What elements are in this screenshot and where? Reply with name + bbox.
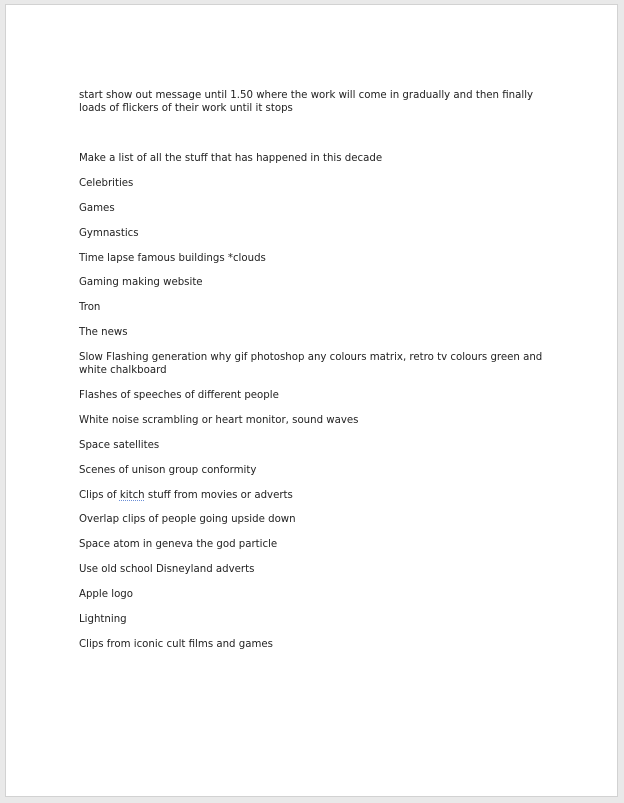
list-item: Lightning: [79, 614, 127, 626]
document-page[interactable]: [5, 4, 618, 797]
list-item: Clips from iconic cult films and games: [79, 638, 273, 650]
list-item-kitch: [79, 489, 549, 502]
list-item: The news: [79, 327, 128, 339]
list-item: Space satellites: [79, 439, 160, 451]
list-item: Scenes of unison group conformity: [79, 464, 257, 476]
list-item: Apple logo: [79, 589, 134, 601]
kitch-before-text: Clips of: [79, 489, 120, 501]
list-item: Games: [79, 202, 115, 214]
list-heading: Make a list of all the stuff that has happened in this decade: [79, 153, 383, 164]
list-item: White noise scrambling or heart monitor, sound waves: [79, 414, 359, 426]
list-item: Gaming making website: [79, 277, 203, 289]
list-item: Time lapse famous buildings *clouds: [79, 252, 266, 264]
intro-paragraph: start show out message until 1.50 where the work will come in gradually and then finally loads of flickers of their work until it stops: [79, 90, 534, 114]
list-item: Tron: [79, 302, 101, 314]
misspelled-word[interactable]: kitch: [119, 489, 145, 501]
list-item: Slow Flashing generation why gif photoshop any colours matrix, retro tv colours green and white chalkboard: [79, 352, 543, 377]
list-item: Gymnastics: [79, 227, 139, 239]
list-item: Celebrities: [79, 177, 134, 189]
list-item: Overlap clips of people going upside down: [79, 514, 296, 526]
list-item: Space atom in geneva the god particle: [79, 539, 278, 551]
document-body[interactable]: [79, 89, 549, 663]
list-item: Use old school Disneyland adverts: [79, 564, 255, 576]
kitch-after-text: stuff from movies or adverts: [144, 489, 293, 501]
list-item: Flashes of speeches of different people: [79, 390, 279, 402]
